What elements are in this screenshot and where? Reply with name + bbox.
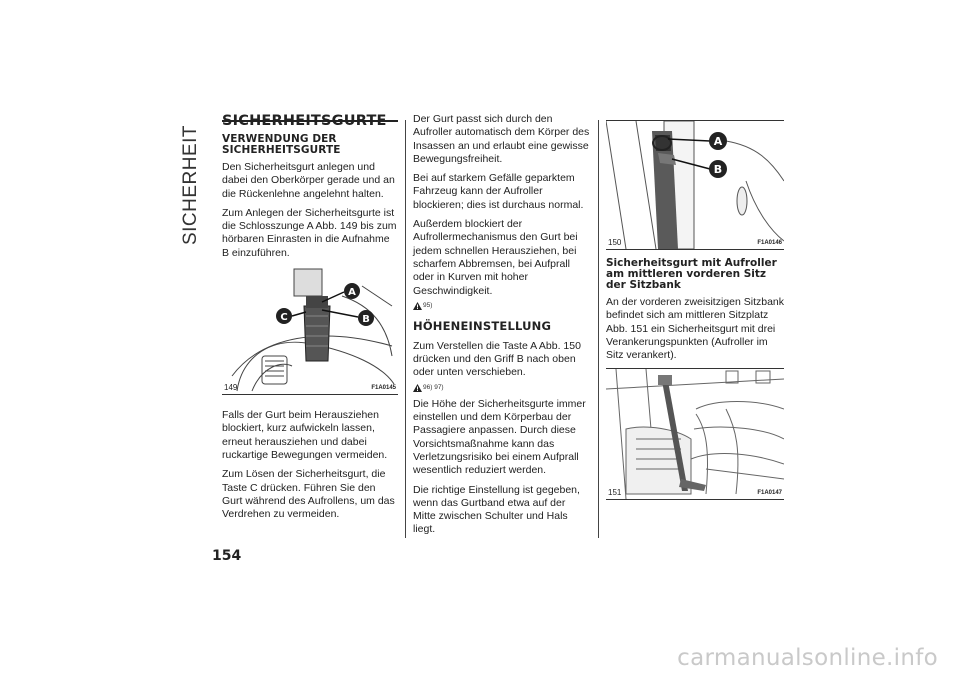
callout-a-label: A xyxy=(348,287,356,299)
paragraph: Falls der Gurt beim Herausziehen blockiert, kurz aufwickeln lassen, erneut herausziehen und dabei ruckartige Bewegungen vermeiden. xyxy=(222,409,388,461)
belt-height-adjuster-illustration xyxy=(606,121,784,249)
figure-code: F1A0147 xyxy=(757,490,782,497)
paragraph: An der vorderen zweisitzigen Sitzbank befindet sich am mittleren Sitzplatz Abb. 151 ein Sicherheitsgurt mit drei Verankerungspunkten (Aufroller im Sitz verankert). xyxy=(606,296,785,362)
middle-seat-belt-illustration xyxy=(606,369,784,499)
warning-triangle-icon xyxy=(413,302,422,310)
column-divider-1 xyxy=(405,120,406,538)
watermark: carmanualsonline.info xyxy=(677,645,938,671)
paragraph: Den Sicherheitsgurt anlegen und dabei den Oberkörper gerade und an die Rückenlehne angelehnt halten. xyxy=(222,161,395,200)
figure-149 xyxy=(222,266,398,395)
callout-b-label: B xyxy=(713,163,723,176)
chapter-side-label xyxy=(176,125,206,245)
figure-number: 150 xyxy=(608,238,622,247)
warning-number: 96) 97) xyxy=(423,384,444,392)
column-divider-2 xyxy=(598,120,599,538)
column-2 xyxy=(413,113,591,543)
section-heading: SICHERHEITSGURTE xyxy=(222,113,387,129)
figure-150 xyxy=(606,120,784,250)
warning-reference xyxy=(413,302,591,310)
warning-triangle-icon xyxy=(413,384,422,392)
figure-number: 149 xyxy=(224,383,238,393)
paragraph: Zum Verstellen die Taste A Abb. 150 drücken und den Griff B nach oben oder unten verschieben. xyxy=(413,339,581,379)
column-3 xyxy=(606,113,784,514)
paragraph: Die Höhe der Sicherheitsgurte immer einstellen und dem Körperbau der Passagiere anpassen. Durch diese Vorsichtsmaßnahme kann das Verletzungsrisiko bei einem Aufprall wesentlich reduziert werden. xyxy=(413,397,586,477)
warning-number: 95) xyxy=(423,302,433,310)
paragraph: Bei auf starkem Gefälle geparktem Fahrzeug kann der Aufroller blockieren; dies ist durchaus normal. xyxy=(413,172,584,211)
callout-a-label: A xyxy=(713,135,723,148)
figure-number: 151 xyxy=(608,488,622,498)
subsection-heading: VERWENDUNG DER SICHERHEITSGURTE xyxy=(222,133,341,156)
callout-b-label: B xyxy=(362,314,370,326)
paragraph: Der Gurt passt sich durch den Aufroller automatisch dem Körper des Insassen an und erlaubt eine gewisse Bewegungsfreiheit. xyxy=(413,113,590,165)
paragraph: Zum Anlegen der Sicherheitsgurte ist die Schlosszunge A Abb. 149 bis zum hörbaren Einrasten in die Aufnahme B einzuführen. xyxy=(222,206,397,259)
section-heading: HÖHENEINSTELLUNG xyxy=(413,318,552,333)
paragraph: Die richtige Einstellung ist gegeben, wenn das Gurtband etwa auf der Mitte zwischen Schulter und Hals liegt. xyxy=(413,483,580,536)
warning-reference xyxy=(413,384,591,392)
figure-code: F1A0146 xyxy=(757,240,782,246)
figure-code: F1A0145 xyxy=(371,385,396,392)
column-1 xyxy=(222,113,398,527)
paragraph: Außerdem blockiert der Aufrollermechanismus den Gurt bei jedem schnellen Herausziehen, bei scharfem Abbremsen, bei Aufprall oder in Kurven mit hoher Geschwindigkeit. xyxy=(413,218,578,297)
callout-c-label: C xyxy=(280,312,288,324)
page-number: 154 xyxy=(212,548,242,564)
subsection-heading: Sicherheitsgurt mit Aufroller am mittleren vorderen Sitz der Sitzbank xyxy=(606,257,777,291)
chapter-title: SICHERHEIT xyxy=(180,124,201,246)
paragraph: Zum Lösen der Sicherheitsgurt, die Taste C drücken. Führen Sie den Gurt während des Aufrollens, um das Verdrehen zu vermeiden. xyxy=(222,468,395,521)
seatbelt-buckle-illustration xyxy=(222,266,398,394)
figure-151 xyxy=(606,368,784,500)
